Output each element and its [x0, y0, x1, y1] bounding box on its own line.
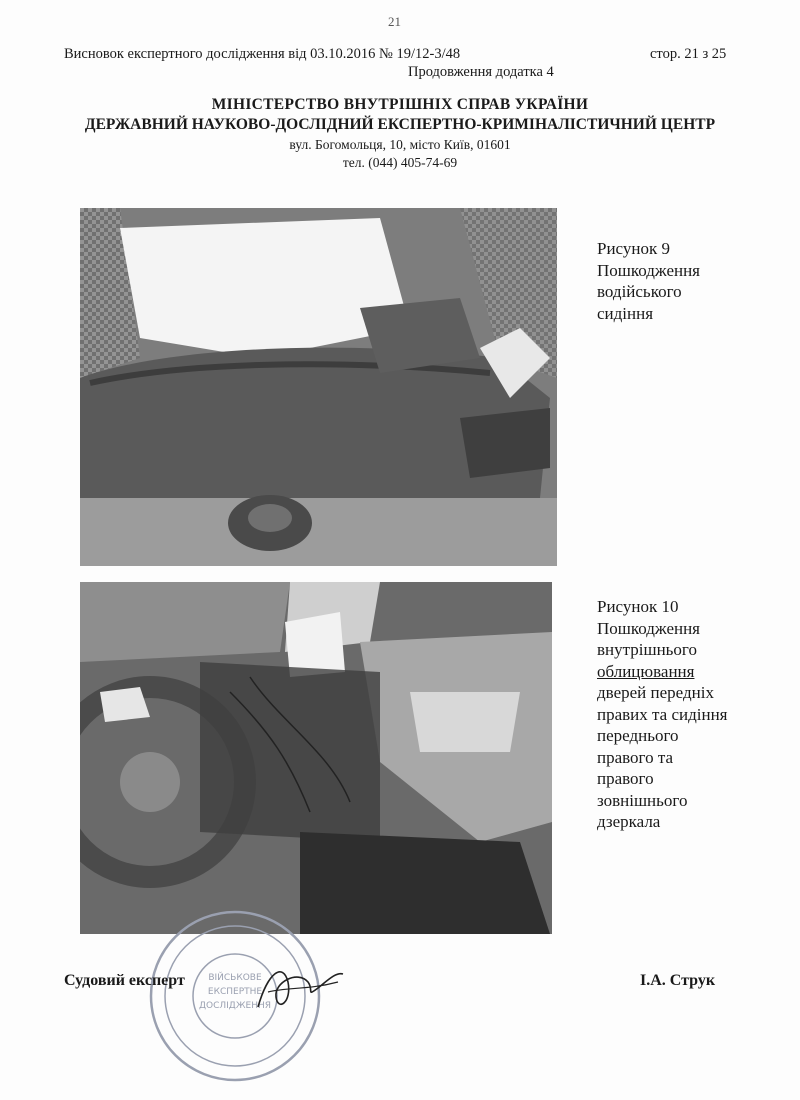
- svg-text:ЕКСПЕРТНЕ: ЕКСПЕРТНЕ: [207, 987, 263, 997]
- svg-text:ВІЙСЬКОВЕ: ВІЙСЬКОВЕ: [208, 973, 262, 983]
- signer-name: І.А. Струк: [640, 972, 716, 989]
- caption-line: внутрішнього: [597, 640, 697, 659]
- caption-line: Рисунок 9: [597, 239, 670, 258]
- signer-title: Судовий експерт: [64, 972, 185, 989]
- figure-10-photo: [80, 582, 552, 934]
- institution-address: вул. Богомольця, 10, місто Київ, 01601: [289, 137, 511, 152]
- appendix-continuation: Продовження додатка 4: [408, 64, 554, 80]
- interior-damage-photo: [80, 582, 552, 934]
- caption-line: правого: [597, 769, 654, 788]
- driver-seat-photo: [80, 208, 557, 566]
- figure-9-photo: [80, 208, 557, 566]
- caption-line: дверей передніх: [597, 683, 714, 702]
- caption-line: Пошкодження: [597, 260, 701, 280]
- caption-line: сидіння: [597, 303, 654, 323]
- figure-10-caption: [597, 596, 767, 833]
- caption-line: облицювання: [597, 661, 695, 681]
- institution-phone: тел. (044) 405-74-69: [342, 155, 458, 170]
- caption-line: правих та сидіння: [597, 704, 728, 724]
- caption-line: правого та: [597, 747, 674, 767]
- caption-line: Рисунок 10: [597, 597, 679, 616]
- figure-9-caption: [597, 238, 700, 324]
- page-number: 21: [388, 14, 401, 29]
- center-name: ДЕРЖАВНИЙ НАУКОВО-ДОСЛІДНИЙ ЕКСПЕРТНО-КРИМІНАЛІСТИЧНИЙ ЦЕНТР: [84, 116, 716, 133]
- caption-line: переднього: [597, 726, 679, 745]
- caption-line: зовнішнього: [597, 790, 688, 810]
- svg-text:ДОСЛІДЖЕННЯ: ДОСЛІДЖЕННЯ: [198, 1001, 272, 1011]
- caption-line: Пошкодження: [597, 618, 701, 638]
- caption-line: водійського: [597, 282, 682, 301]
- page-of-total: стор. 21 з 25: [650, 46, 727, 62]
- signature-scribble-icon: [248, 952, 348, 1022]
- handwritten-signature: [248, 952, 348, 1022]
- document-reference: Висновок експертного дослідження від 03.10.2016 № 19/12-3/48: [64, 46, 461, 62]
- caption-line: дзеркала: [597, 812, 661, 831]
- ministry-name: МІНІСТЕРСТВО ВНУТРІШНІХ СПРАВ УКРАЇНИ: [211, 96, 589, 113]
